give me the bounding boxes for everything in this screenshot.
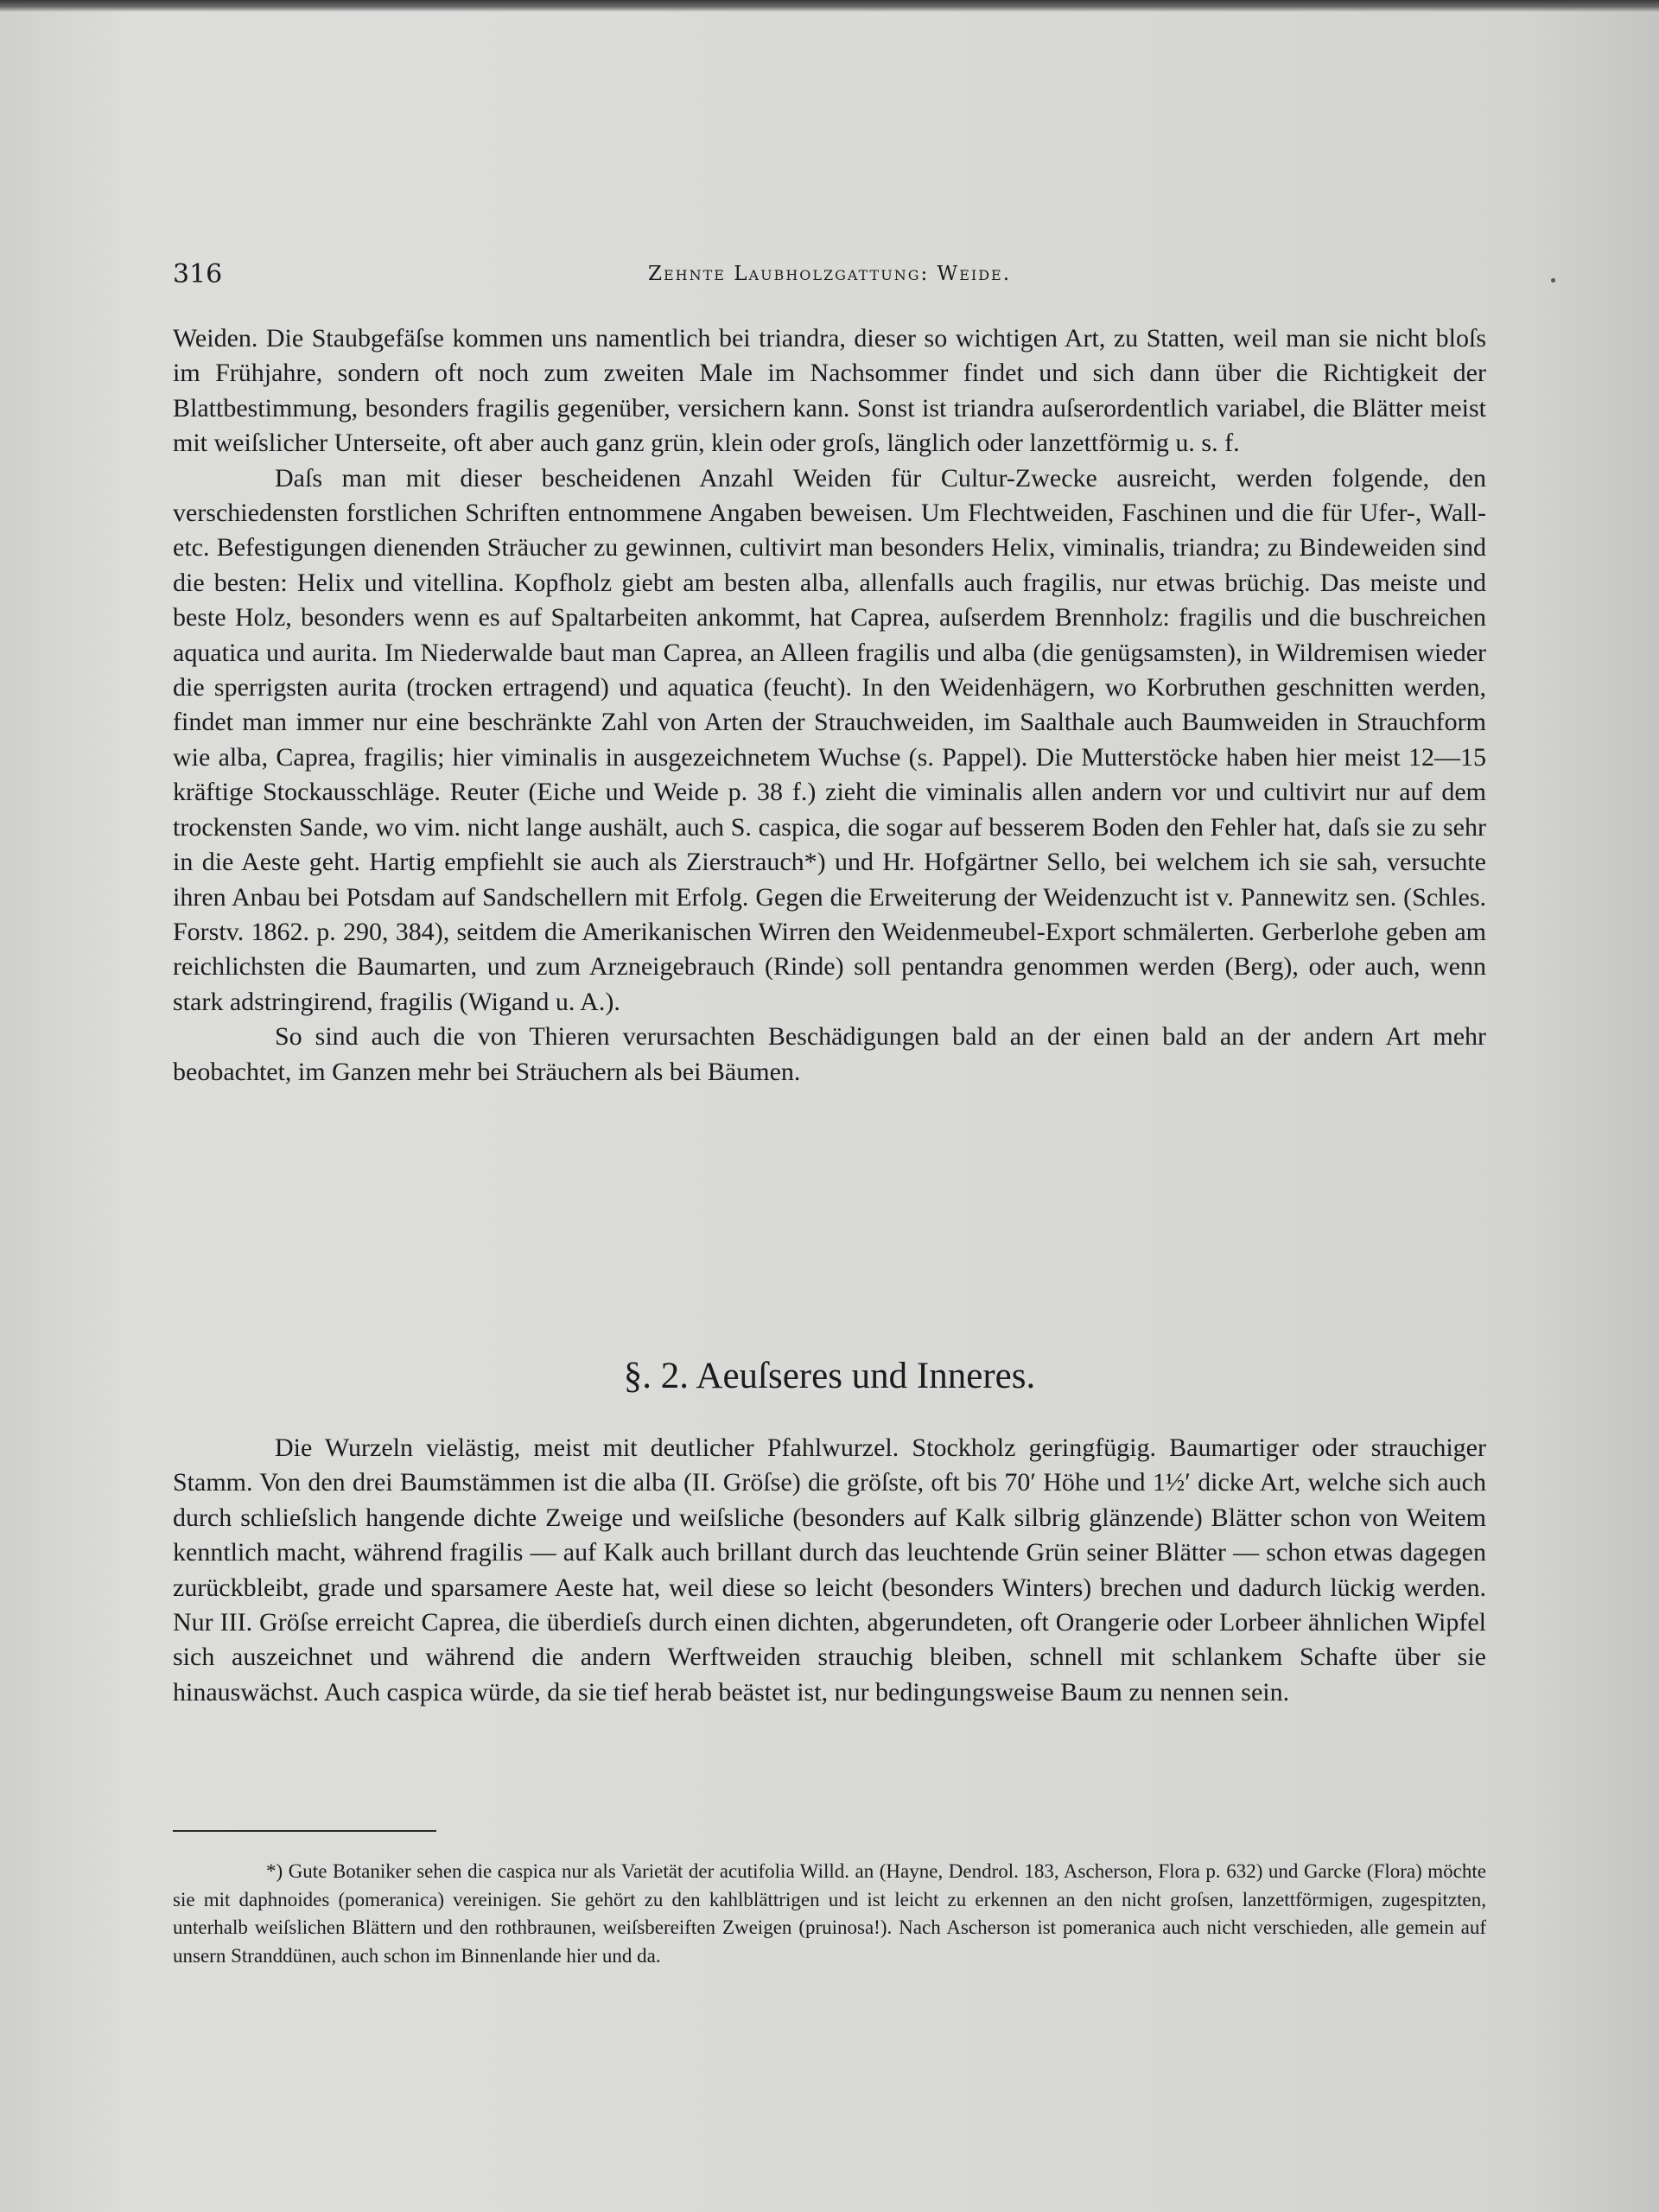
footnote-rule [173, 1830, 436, 1832]
running-title: Zehnte Laubholzgattung: Weide. [647, 263, 1012, 285]
body-text [173, 321, 1486, 1090]
running-header [173, 259, 1486, 294]
scan-speck [1551, 278, 1555, 283]
page-number: 316 [173, 259, 223, 289]
section-paragraph: Die Wurzeln vielästig, meist mit deutlicher Pfahlwurzel. Stockholz geringfügig. Baumartiger oder strauchiger Stamm. Von den drei Baumstämmen ist die alba (II. Gröſse) die gröſste, oft bis 70′ Höhe und 1½′ dicke Art, welche sich auch durch schlieſslich hangende dichte Zweige und weiſsliche (besonders auf Kalk silbrig glänzende) Blätter schon von Weitem kenntlich macht, während fragilis — auf Kalk auch brillant durch das leuchtende Grün seiner Blätter — schon etwas dagegen zurückbleibt, grade und sparsamere Aeste hat, weil diese so leicht (besonders Winters) brechen und dadurch lückig werden. Nur III. Gröſse erreicht Caprea, die überdieſs durch einen dichten, abgerundeten, oft Orangerie oder Lorbeer ähnlichen Wipfel sich auszeichnet und während die andern Werftweiden strauchig bleiben, schnell mit schlankem Schafte über sie hinauswächst. Auch caspica würde, da sie tief herab beästet ist, nur bedingungsweise Baum zu nennen sein. [173, 1433, 1486, 1707]
page-top-edge [0, 0, 1659, 12]
paragraph-1: Weiden. Die Staubgefäſse kommen uns namentlich bei triandra, dieser so wichtigen Art, zu Statten, weil man sie nicht bloſs im Frühjahre, sondern oft noch zum zweiten Male im Nachsommer findet und sich dann über die Richtigkeit der Blattbestimmung, besonders fragilis gegenüber, versichern kann. Sonst ist triandra auſserordentlich variabel, die Blätter meist mit weiſslicher Unterseite, oft aber auch ganz grün, klein oder groſs, länglich oder lanzettförmig u. s. f. [173, 324, 1486, 458]
paragraph-2: Daſs man mit dieser bescheidenen Anzahl Weiden für Cultur-Zwecke ausreicht, werden folgende, den verschiedensten forstlichen Schriften entnommene Angaben beweisen. Um Flechtweiden, Faschinen und die für Ufer-, Wall- etc. Befestigungen dienenden Sträucher zu gewinnen, cultivirt man besonders Helix, viminalis, triandra; zu Bindeweiden sind die besten: Helix und vitellina. Kopfholz giebt am besten alba, allenfalls auch fragilis, nur etwas brüchig. Das meiste und beste Holz, besonders wenn es auf Spaltarbeiten ankommt, hat Caprea, auſserdem Brennholz: fragilis und die buschreichen aquatica und aurita. Im Niederwalde baut man Caprea, an Alleen fragilis und alba (die genügsamsten), in Wildremisen wieder die sperrigsten aurita (trocken ertragend) und aquatica (feucht). In den Weidenhägern, wo Korbruthen geschnitten werden, findet man immer nur eine beschränkte Zahl von Arten der Strauchweiden, im Saalthale auch Baumweiden in Strauchform wie alba, Caprea, fragilis; hier viminalis in ausgezeichnetem Wuchse (s. Pappel). Die Mutterstöcke haben hier meist 12—15 kräftige Stockausschläge. Reuter (Eiche und Weide p. 38 f.) zieht die viminalis allen andern vor und cultivirt nur auf dem trockensten Sande, wo vim. nicht lange aushält, auch S. caspica, die sogar auf besserem Boden den Fehler hat, daſs sie zu sehr in die Aeste geht. Hartig empfiehlt sie auch als Zierstrauch*) und Hr. Hofgärtner Sello, bei welchem ich sie sah, versuchte ihren Anbau bei Potsdam auf Sandschellern mit Erfolg. Gegen die Erweiterung der Weidenzucht ist v. Pannewitz sen. (Schles. Forstv. 1862. p. 290, 384), seitdem die Amerikanischen Wirren den Weidenmeubel-Export schmälerten. Gerberlohe geben am reichlichsten die Baumarten, und zum Arzneigebrauch (Rinde) soll pentandra genommen werden (Berg), oder auch, wenn stark adstringirend, fragilis (Wigand u. A.). [173, 463, 1486, 1016]
section-text [173, 1431, 1486, 1710]
footnote [173, 1858, 1486, 1970]
section-heading: §. 2. Aeuſseres und Inneres. [623, 1356, 1036, 1396]
footnote-text: *) Gute Botaniker sehen die caspica nur als Varietät der acutifolia Willd. an (Hayne, Dendrol. 183, Ascherson, Flora p. 632) und Garcke (Flora) möchte sie mit daphnoides (pomeranica) vereinigen. Sie gehört zu den kahlblättrigen und ist leicht zu erkennen an den nicht groſsen, lanzettförmigen, zugespitzten, unterhalb weiſslichen Blättern und den rothbraunen, weiſsbereiften Zweigen (pruinosa!). Nach Ascherson ist pomeranica auch nicht verschieden, alle gemein auf unsern Stranddünen, auch schon im Binnenlande hier und da. [173, 1860, 1486, 1967]
paragraph-3: So sind auch die von Thieren verursachten Beschädigungen bald an der einen bald an der andern Art mehr beobachtet, im Ganzen mehr bei Sträuchern als bei Bäumen. [173, 1022, 1486, 1086]
